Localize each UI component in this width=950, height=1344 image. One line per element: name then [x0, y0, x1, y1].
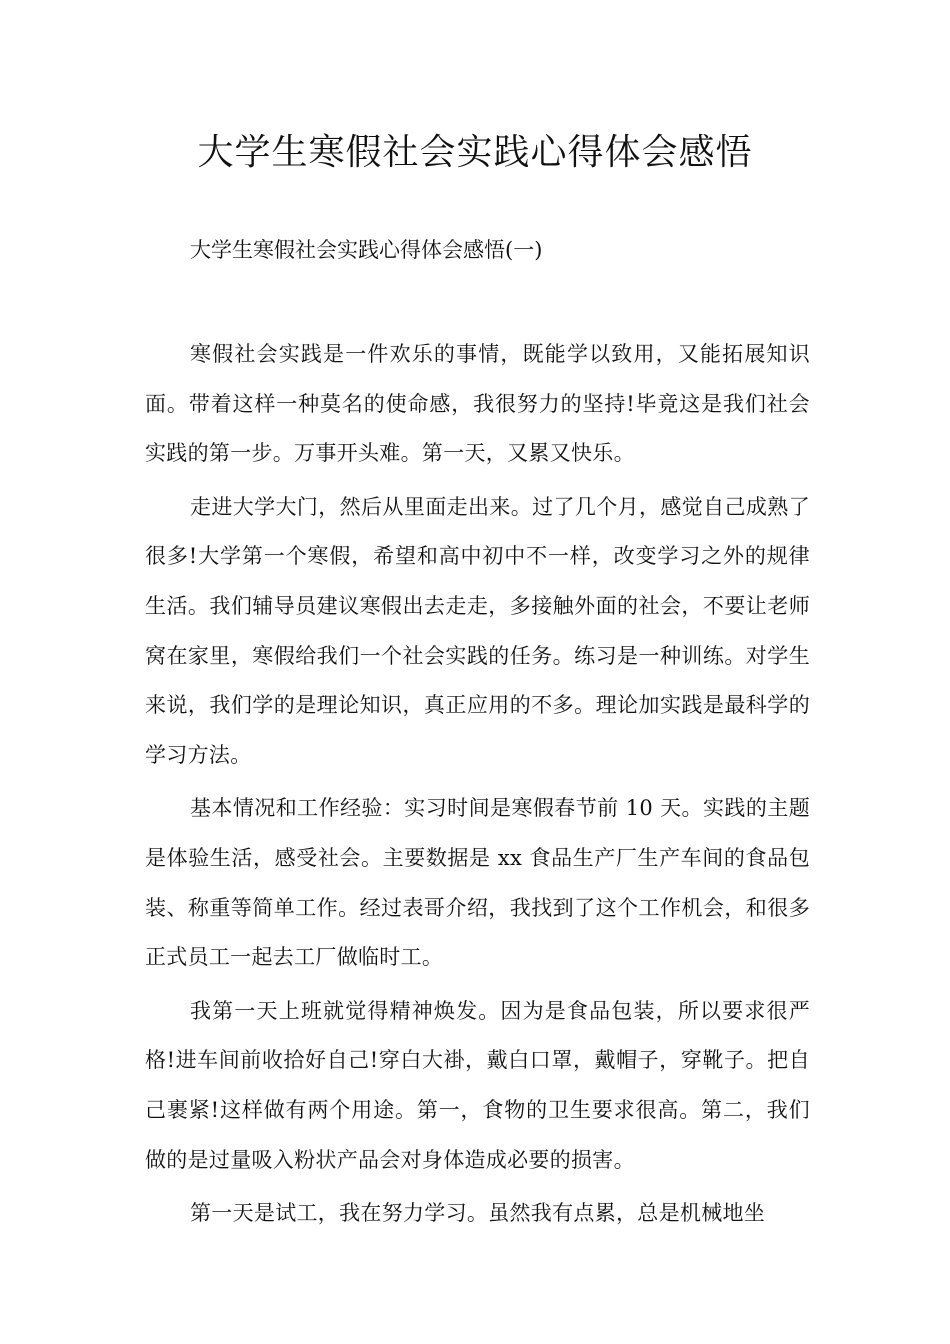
paragraph-4: 我第一天上班就觉得精神焕发。因为是食品包装，所以要求很严格!进车间前收拾好自己!穿白大褂，戴白口罩，戴帽子，穿靴子。把自己裹紧!这样做有两个用途。第一，食物的卫生要求很高。第二，我们做的是过量吸入粉状产品会对身体造成必要的损害。	[145, 998, 810, 1172]
paragraph-2: 走进大学大门，然后从里面走出来。过了几个月，感觉自己成熟了很多!大学第一个寒假，希望和高中初中不一样，改变学习之外的规律生活。我们辅导员建议寒假出去走走，多接触外面的社会，不要让老师窝在家里，寒假给我们一个社会实践的任务。练习是一种训练。对学生来说，我们学的是理论知识，真正应用的不多。理论加实践是最科学的学习方法。	[145, 494, 810, 767]
document-subtitle: 大学生寒假社会实践心得体会感悟(一)	[190, 238, 543, 262]
paragraph-3: 基本情况和工作经验：实习时间是寒假春节前 10 天。实践的主题是体验生活，感受社会。主要数据是 xx 食品生产厂生产车间的食品包装、称重等简单工作。经过表哥介绍，我找到了这个工作机会，和很多正式员工一起去工厂做临时工。	[145, 796, 810, 970]
paragraph-5: 第一天是试工，我在努力学习。虽然我有点累，总是机械地坐	[190, 1201, 766, 1226]
document-title: 大学生寒假社会实践心得体会感悟	[197, 132, 753, 173]
paragraph-1: 寒假社会实践是一件欢乐的事情，既能学以致用，又能拓展知识面。带着这样一种莫名的使命感，我很努力的坚持!毕竟这是我们社会实践的第一步。万事开头难。第一天，又累又快乐。	[145, 342, 810, 466]
document-body	[145, 330, 810, 1243]
